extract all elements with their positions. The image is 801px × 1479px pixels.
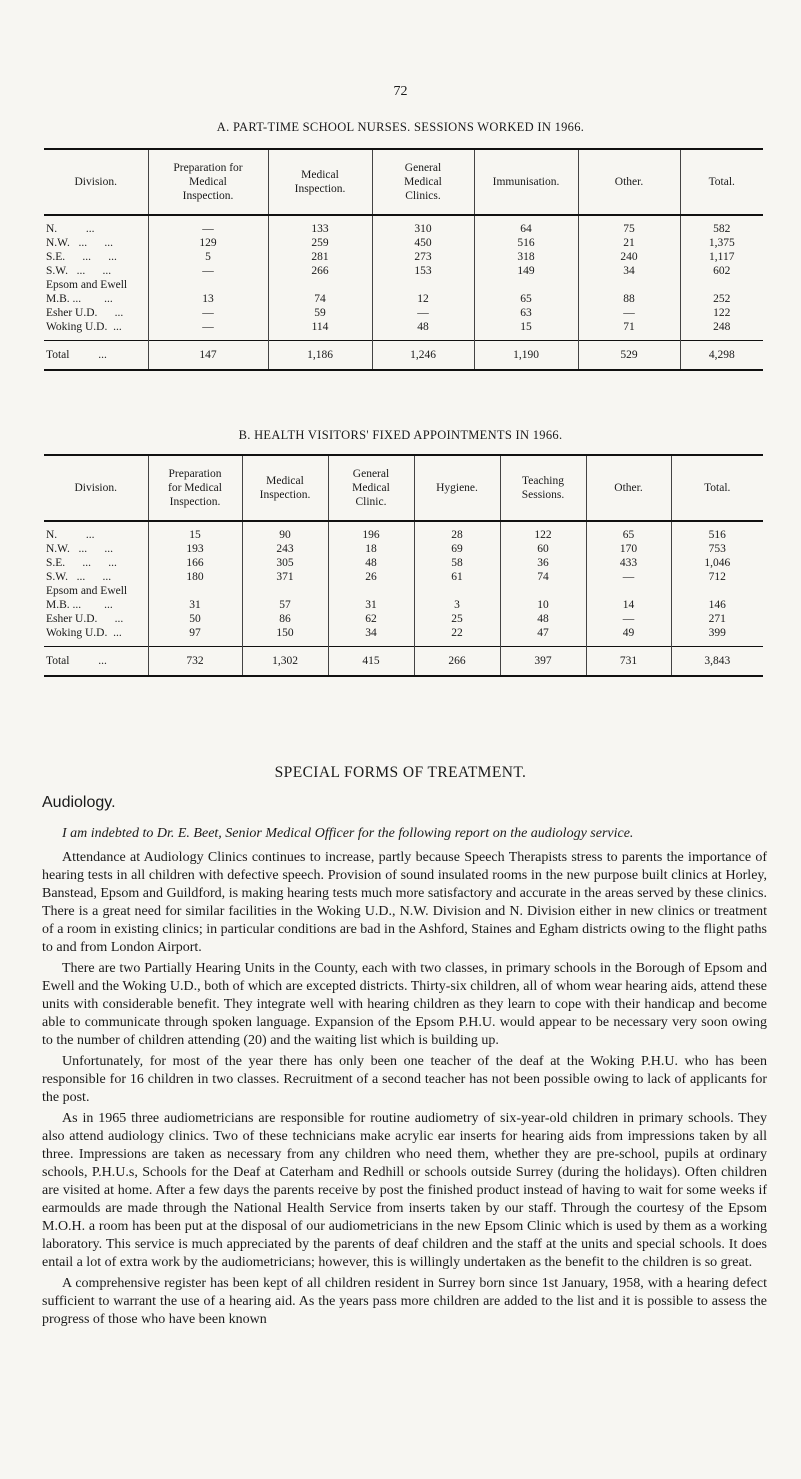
value-cell: 259 bbox=[268, 236, 372, 250]
value-cell: — bbox=[586, 612, 671, 626]
table-row bbox=[44, 215, 763, 236]
paragraph: As in 1965 three audiometricians are responsible for routine audiometry of six-year-old children in primary schools. They also attend audiology clinics. Two of these technicians make acrylic ear inserts for hearing aids from impressions taken by all three. Impressions are taken as necessary from any children who need them, whether they are pre-school, pupils at ordinary schools, P.H.U.s, Schools for the Deaf at Caterham and Redhill or schools outside Surrey (during the holidays). Often children are visited at home. After a few days the parents receive by post the finished product instead of having to wait for some weeks if earmoulds are made through the National Health Service from inserts taken by our staff. Through the courtesy of the Epsom M.O.H. a room has been put at the disposal of our audiometricians in the new Epsom Clinic which is used by them as a working laboratory. This service is much appreciated by the parents of deaf children and the staff at the units and special schools. It does entail a lot of extra work by the audiometricians; however, this is willingly undertaken as the benefit to the children is so great. bbox=[42, 1111, 767, 1270]
page-number: 72 bbox=[393, 84, 408, 99]
value-cell: 753 bbox=[671, 542, 763, 556]
value-cell: 48 bbox=[500, 612, 586, 626]
intro-line: I am indebted to Dr. E. Beet, Senior Medical Officer for the following report on the audiology service. bbox=[62, 826, 634, 841]
table-row bbox=[44, 264, 763, 278]
total-label: Total ... bbox=[44, 647, 148, 677]
value-cell: 122 bbox=[500, 521, 586, 542]
value-cell: 97 bbox=[148, 626, 242, 647]
value-cell: 90 bbox=[242, 521, 328, 542]
value-cell: — bbox=[578, 306, 680, 320]
value-cell: 34 bbox=[328, 626, 414, 647]
value-cell: 433 bbox=[586, 556, 671, 570]
value-cell: 122 bbox=[680, 306, 763, 320]
value-cell: 149 bbox=[474, 264, 578, 278]
value-cell: 252 bbox=[680, 292, 763, 306]
total-value-cell: 529 bbox=[578, 341, 680, 371]
value-cell: 25 bbox=[414, 612, 500, 626]
value-cell: 60 bbox=[500, 542, 586, 556]
division-cell: N.W. ... ... bbox=[46, 543, 113, 555]
table-row bbox=[44, 250, 763, 264]
value-cell: 371 bbox=[242, 570, 328, 584]
division-cell: Esher U.D. ... bbox=[46, 307, 124, 319]
division-cell: M.B. ... ... bbox=[46, 293, 113, 305]
value-cell: 712 bbox=[671, 570, 763, 584]
table-b-header: Total. bbox=[671, 455, 763, 521]
division-cell: Woking U.D. ... bbox=[46, 321, 122, 333]
value-cell: 48 bbox=[372, 320, 474, 341]
table-b bbox=[44, 454, 763, 677]
value-cell: 180 bbox=[148, 570, 242, 584]
value-cell: — bbox=[148, 320, 268, 341]
value-cell: 170 bbox=[586, 542, 671, 556]
total-value-cell: 147 bbox=[148, 341, 268, 371]
value-cell: 129 bbox=[148, 236, 268, 250]
value-cell: 399 bbox=[671, 626, 763, 647]
value-cell: 50 bbox=[148, 612, 242, 626]
value-cell: 14 bbox=[586, 598, 671, 612]
division-prefix: Epsom and Ewell bbox=[46, 279, 128, 291]
division-cell: M.B. ... ... bbox=[46, 599, 113, 611]
table-row-label bbox=[44, 584, 763, 598]
value-cell: 65 bbox=[474, 292, 578, 306]
paragraph: Attendance at Audiology Clinics continues to increase, partly because Speech Therapists stress to parents the importance of hearing tests in all children with defective speech. Provision of sound insulated rooms in the new purpose built clinics at Horley, Banstead, Epsom and Guildford, is making hearing tests much more satisfactory and accurate in the areas served by these clinics. There is a great need for similar facilities in the Woking U.D., N.W. Division and N. Division either in new clinics or treatment of a room in existing clinics; in particular conditions are bad in the Ashford, Staines and Egham districts owing to the flight paths to and from London Airport. bbox=[42, 850, 767, 955]
value-cell: 1,046 bbox=[671, 556, 763, 570]
table-row bbox=[44, 626, 763, 647]
value-cell: 62 bbox=[328, 612, 414, 626]
value-cell: 26 bbox=[328, 570, 414, 584]
value-cell: 61 bbox=[414, 570, 500, 584]
table-b-header-row bbox=[44, 455, 763, 521]
table-a-caption: A. PART-TIME SCHOOL NURSES. SESSIONS WORKED IN 1966. bbox=[216, 120, 585, 134]
value-cell: 57 bbox=[242, 598, 328, 612]
table-b-header: Hygiene. bbox=[414, 455, 500, 521]
table-b-header: Medical Inspection. bbox=[242, 455, 328, 521]
value-cell: 88 bbox=[578, 292, 680, 306]
total-value-cell: 732 bbox=[148, 647, 242, 677]
division-cell: N. ... bbox=[46, 529, 95, 541]
value-cell: 63 bbox=[474, 306, 578, 320]
value-cell: 13 bbox=[148, 292, 268, 306]
value-cell: 18 bbox=[328, 542, 414, 556]
value-cell: 516 bbox=[671, 521, 763, 542]
value-cell: 31 bbox=[328, 598, 414, 612]
table-row bbox=[44, 598, 763, 612]
value-cell: 248 bbox=[680, 320, 763, 341]
value-cell: 318 bbox=[474, 250, 578, 264]
table-a-header: General Medical Clinics. bbox=[372, 149, 474, 215]
table-row bbox=[44, 320, 763, 341]
value-cell: 281 bbox=[268, 250, 372, 264]
division-cell: S.E. ... ... bbox=[46, 557, 117, 569]
value-cell: 65 bbox=[586, 521, 671, 542]
value-cell: 28 bbox=[414, 521, 500, 542]
value-cell: 21 bbox=[578, 236, 680, 250]
paragraph: There are two Partially Hearing Units in the County, each with two classes, in primary schools in the Borough of Epsom and Ewell and the Woking U.D., both of which are excepted districts. Thirty-six children, all of whom wear hearing aids, attend these units with considerable benefit. They integrate well with hearing children as they learn to cope with their handicap and become able to communicate through spoken language. Expansion of the Epsom P.H.U. would appear to be necessary very soon owing to the number of children attending (20) and the waiting list which is building up. bbox=[42, 961, 767, 1048]
value-cell: 74 bbox=[500, 570, 586, 584]
table-b-caption: B. HEALTH VISITORS' FIXED APPOINTMENTS IN 1966. bbox=[238, 428, 563, 442]
total-value-cell: 1,246 bbox=[372, 341, 474, 371]
total-value-cell: 4,298 bbox=[680, 341, 763, 371]
value-cell: 22 bbox=[414, 626, 500, 647]
table-a-header-row bbox=[44, 149, 763, 215]
table-a-header: Other. bbox=[578, 149, 680, 215]
division-cell: Woking U.D. ... bbox=[46, 627, 122, 639]
division-cell: S.W. ... ... bbox=[46, 265, 112, 277]
value-cell: 114 bbox=[268, 320, 372, 341]
section-subheading: Audiology. bbox=[42, 794, 116, 811]
division-cell: S.W. ... ... bbox=[46, 571, 112, 583]
paragraph: Unfortunately, for most of the year there has only been one teacher of the deaf at the Woking P.H.U. who has been responsible for 16 children in two classes. Recruitment of a second teacher has not been possible owing to lack of applicants for the post. bbox=[42, 1054, 767, 1105]
value-cell: 74 bbox=[268, 292, 372, 306]
value-cell: 240 bbox=[578, 250, 680, 264]
value-cell: — bbox=[148, 306, 268, 320]
table-a-header: Medical Inspection. bbox=[268, 149, 372, 215]
value-cell: — bbox=[586, 570, 671, 584]
value-cell: 1,375 bbox=[680, 236, 763, 250]
value-cell: 59 bbox=[268, 306, 372, 320]
value-cell: 48 bbox=[328, 556, 414, 570]
table-row bbox=[44, 521, 763, 542]
value-cell: 64 bbox=[474, 215, 578, 236]
value-cell: 1,117 bbox=[680, 250, 763, 264]
value-cell: — bbox=[148, 215, 268, 236]
value-cell: 12 bbox=[372, 292, 474, 306]
table-b-header: Preparation for Medical Inspection. bbox=[148, 455, 242, 521]
total-row bbox=[44, 341, 763, 371]
value-cell: 146 bbox=[671, 598, 763, 612]
value-cell: 15 bbox=[148, 521, 242, 542]
table-a-header: Division. bbox=[44, 149, 148, 215]
value-cell: 243 bbox=[242, 542, 328, 556]
paragraph: A comprehensive register has been kept of all children resident in Surrey born since 1st January, 1958, with a hearing defect sufficient to warrant the use of a hearing aid. As the years pass more children are added to the list and it is possible to assess the progress of those who have been known bbox=[42, 1276, 767, 1327]
division-cell: N. ... bbox=[46, 223, 95, 235]
table-row bbox=[44, 236, 763, 250]
value-cell: 58 bbox=[414, 556, 500, 570]
total-value-cell: 731 bbox=[586, 647, 671, 677]
value-cell: 5 bbox=[148, 250, 268, 264]
value-cell: 273 bbox=[372, 250, 474, 264]
table-row bbox=[44, 292, 763, 306]
value-cell: 153 bbox=[372, 264, 474, 278]
table-row bbox=[44, 570, 763, 584]
total-value-cell: 415 bbox=[328, 647, 414, 677]
table-a bbox=[44, 148, 763, 371]
value-cell: 271 bbox=[671, 612, 763, 626]
division-cell: Esher U.D. ... bbox=[46, 613, 124, 625]
value-cell: 305 bbox=[242, 556, 328, 570]
body-text bbox=[42, 849, 767, 1332]
total-value-cell: 1,302 bbox=[242, 647, 328, 677]
value-cell: 47 bbox=[500, 626, 586, 647]
value-cell: 15 bbox=[474, 320, 578, 341]
value-cell: 69 bbox=[414, 542, 500, 556]
total-value-cell: 266 bbox=[414, 647, 500, 677]
value-cell: 196 bbox=[328, 521, 414, 542]
value-cell: — bbox=[148, 264, 268, 278]
total-value-cell: 1,186 bbox=[268, 341, 372, 371]
table-row bbox=[44, 542, 763, 556]
table-a-header: Total. bbox=[680, 149, 763, 215]
table-b-header: Division. bbox=[44, 455, 148, 521]
division-cell: S.E. ... ... bbox=[46, 251, 117, 263]
value-cell: 602 bbox=[680, 264, 763, 278]
table-b-header: Teaching Sessions. bbox=[500, 455, 586, 521]
value-cell: 193 bbox=[148, 542, 242, 556]
division-prefix: Epsom and Ewell bbox=[46, 585, 128, 597]
value-cell: 266 bbox=[268, 264, 372, 278]
value-cell: 166 bbox=[148, 556, 242, 570]
value-cell: 10 bbox=[500, 598, 586, 612]
value-cell: 582 bbox=[680, 215, 763, 236]
total-row bbox=[44, 647, 763, 677]
table-row bbox=[44, 612, 763, 626]
value-cell: 34 bbox=[578, 264, 680, 278]
table-a-header: Immunisation. bbox=[474, 149, 578, 215]
table-a-header: Preparation for Medical Inspection. bbox=[148, 149, 268, 215]
value-cell: 31 bbox=[148, 598, 242, 612]
value-cell: 310 bbox=[372, 215, 474, 236]
table-b-header: General Medical Clinic. bbox=[328, 455, 414, 521]
value-cell: — bbox=[372, 306, 474, 320]
table-row-label bbox=[44, 278, 763, 292]
value-cell: 150 bbox=[242, 626, 328, 647]
value-cell: 71 bbox=[578, 320, 680, 341]
total-value-cell: 397 bbox=[500, 647, 586, 677]
division-cell: N.W. ... ... bbox=[46, 237, 113, 249]
value-cell: 516 bbox=[474, 236, 578, 250]
value-cell: 36 bbox=[500, 556, 586, 570]
section-heading: SPECIAL FORMS OF TREATMENT. bbox=[274, 764, 527, 781]
table-row bbox=[44, 556, 763, 570]
table-b-header: Other. bbox=[586, 455, 671, 521]
total-label: Total ... bbox=[44, 341, 148, 371]
value-cell: 133 bbox=[268, 215, 372, 236]
total-value-cell: 1,190 bbox=[474, 341, 578, 371]
table-row bbox=[44, 306, 763, 320]
value-cell: 49 bbox=[586, 626, 671, 647]
value-cell: 75 bbox=[578, 215, 680, 236]
value-cell: 86 bbox=[242, 612, 328, 626]
total-value-cell: 3,843 bbox=[671, 647, 763, 677]
value-cell: 3 bbox=[414, 598, 500, 612]
value-cell: 450 bbox=[372, 236, 474, 250]
